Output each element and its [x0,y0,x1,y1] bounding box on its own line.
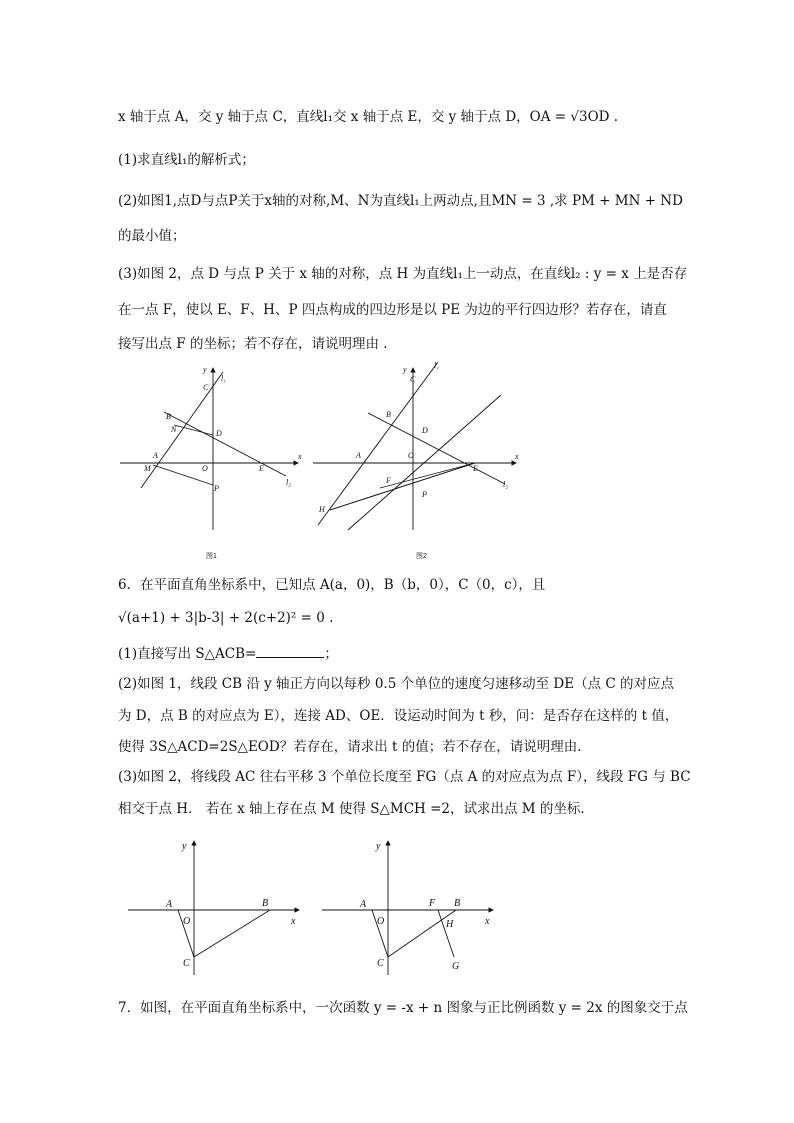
label-E: E [473,464,478,473]
q5-line0: x 轴于点 A，交 y 轴于点 C，直线l₁交 x 轴于点 E，交 y 轴于点 D，OA = √3OD . [118,109,619,125]
label-C: C [203,383,209,392]
line-l1 [318,362,438,525]
label-O: O [377,916,385,927]
q6-stem2: √(a+1) + 3|b-3| + 2(c+2)² = 0 . [118,610,334,626]
q5-part1: (1)求直线l₁的解析式； [118,152,255,168]
label-x: x [298,452,302,461]
label-B: B [386,410,391,419]
label-G: G [452,961,460,972]
segment-FE [380,463,475,488]
q6-part1-end: ； [324,646,338,662]
segment-HP [330,483,413,510]
label-y: y [203,365,207,374]
q7-stem: 7．如图，在平面直角坐标系中，一次函数 y = -x + n 图象与正比例函数 y = 2x 的图象交于点 [118,1000,688,1016]
answer-blank [256,645,324,658]
label-D: D [422,426,428,435]
q5-part3a: (3)如图 2，点 D 与点 P 关于 x 轴的对称，点 H 为直线l₁上一动点，在直线l₂ : y = x 上是否存 [118,266,688,282]
label-O: O [202,464,208,473]
label-l2: l₂ [286,478,292,487]
label-B: B [454,898,461,909]
line-y-equals-x [348,395,501,530]
q6-part2c: 使得 3S△ACD=2S△EOD？若存在，请求出 t 的值；若不存在，请说明理由． [118,739,591,755]
label-C: C [377,958,384,969]
label-O: O [408,451,414,460]
label-l1: l₁ [221,374,227,383]
label-M: M [144,464,151,473]
label-P: P [214,484,219,493]
q6-part2b: 为 D，点 B 的对应点为 E），连接 AD、OE．设运动时间为 t 秒，问：是否存在这样的 t 值， [118,708,679,724]
label-C: C [183,958,190,969]
label-A: A [166,899,173,910]
label-F: F [386,476,391,485]
q5-part2a: (2)如图1,点D与点P关于x轴的对称,M、N为直线l₁上两动点,且MN = 3 ,求 PM + MN + ND [118,193,683,209]
label-A: A [356,451,361,460]
label-B: B [166,412,171,421]
label-x: x [291,916,296,927]
line-l1 [141,372,223,488]
label-A: A [360,899,367,910]
figure-3 [124,835,309,985]
q6-part1-text: (1)直接写出 S△ACB= [118,646,257,662]
label-y: y [182,841,187,852]
label-C: C [410,375,416,384]
label-D: D [216,429,222,438]
label-H: H [446,919,454,930]
figure-1 [110,360,310,570]
segment-PE [413,463,475,483]
q6-part3a: (3)如图 2，将线段 AC 往右平移 3 个单位长度至 FG（点 A 的对应点为点 F），线段 FG 与 BC [118,769,691,785]
q5-part2b: 的最小值； [118,228,186,244]
label-A: A [153,451,158,460]
label-N: N [171,425,177,434]
q6-part3b: 相交于点 H． 若在 x 轴上存在点 M 使得 S△MCH =2，试求出点 M 的坐标． [118,801,594,817]
label-y: y [403,365,407,374]
label-P: P [422,490,427,499]
q6-part1 [118,644,338,664]
label-x: x [515,452,519,461]
q6-part2a: (2)如图 1，线段 CB 沿 y 轴正方向以每秒 0.5 个单位的速度匀速移动至 DE（点 C 的对应点 [118,676,674,692]
label-x: x [485,916,490,927]
segment-CB [194,910,270,957]
q5-part3c: 接写出点 F 的坐标；若不存在，请说明理由 . [118,336,388,352]
q6-stem1: 6．在平面直角坐标系中，已知点 A(a，0)，B（b，0），C（0，c），且 [118,577,546,593]
figure-4 [318,835,503,985]
label-y: y [376,841,381,852]
label-l2: l₂ [503,480,509,489]
label-F: F [429,898,436,909]
label-E: E [259,464,264,473]
label-B: B [262,898,269,909]
figure-1-caption: 图1 [206,553,217,560]
figure-2 [308,360,523,570]
label-l1: l₁ [434,361,440,370]
line-l2 [164,412,286,476]
label-O: O [183,916,191,927]
label-H: H [319,505,325,514]
q5-part3b: 在一点 F，使以 E、F、H、P 四点构成的四边形是以 PE 为边的平行四边形？若存在，请直 [118,302,667,318]
figure-2-caption: 图2 [416,553,427,560]
